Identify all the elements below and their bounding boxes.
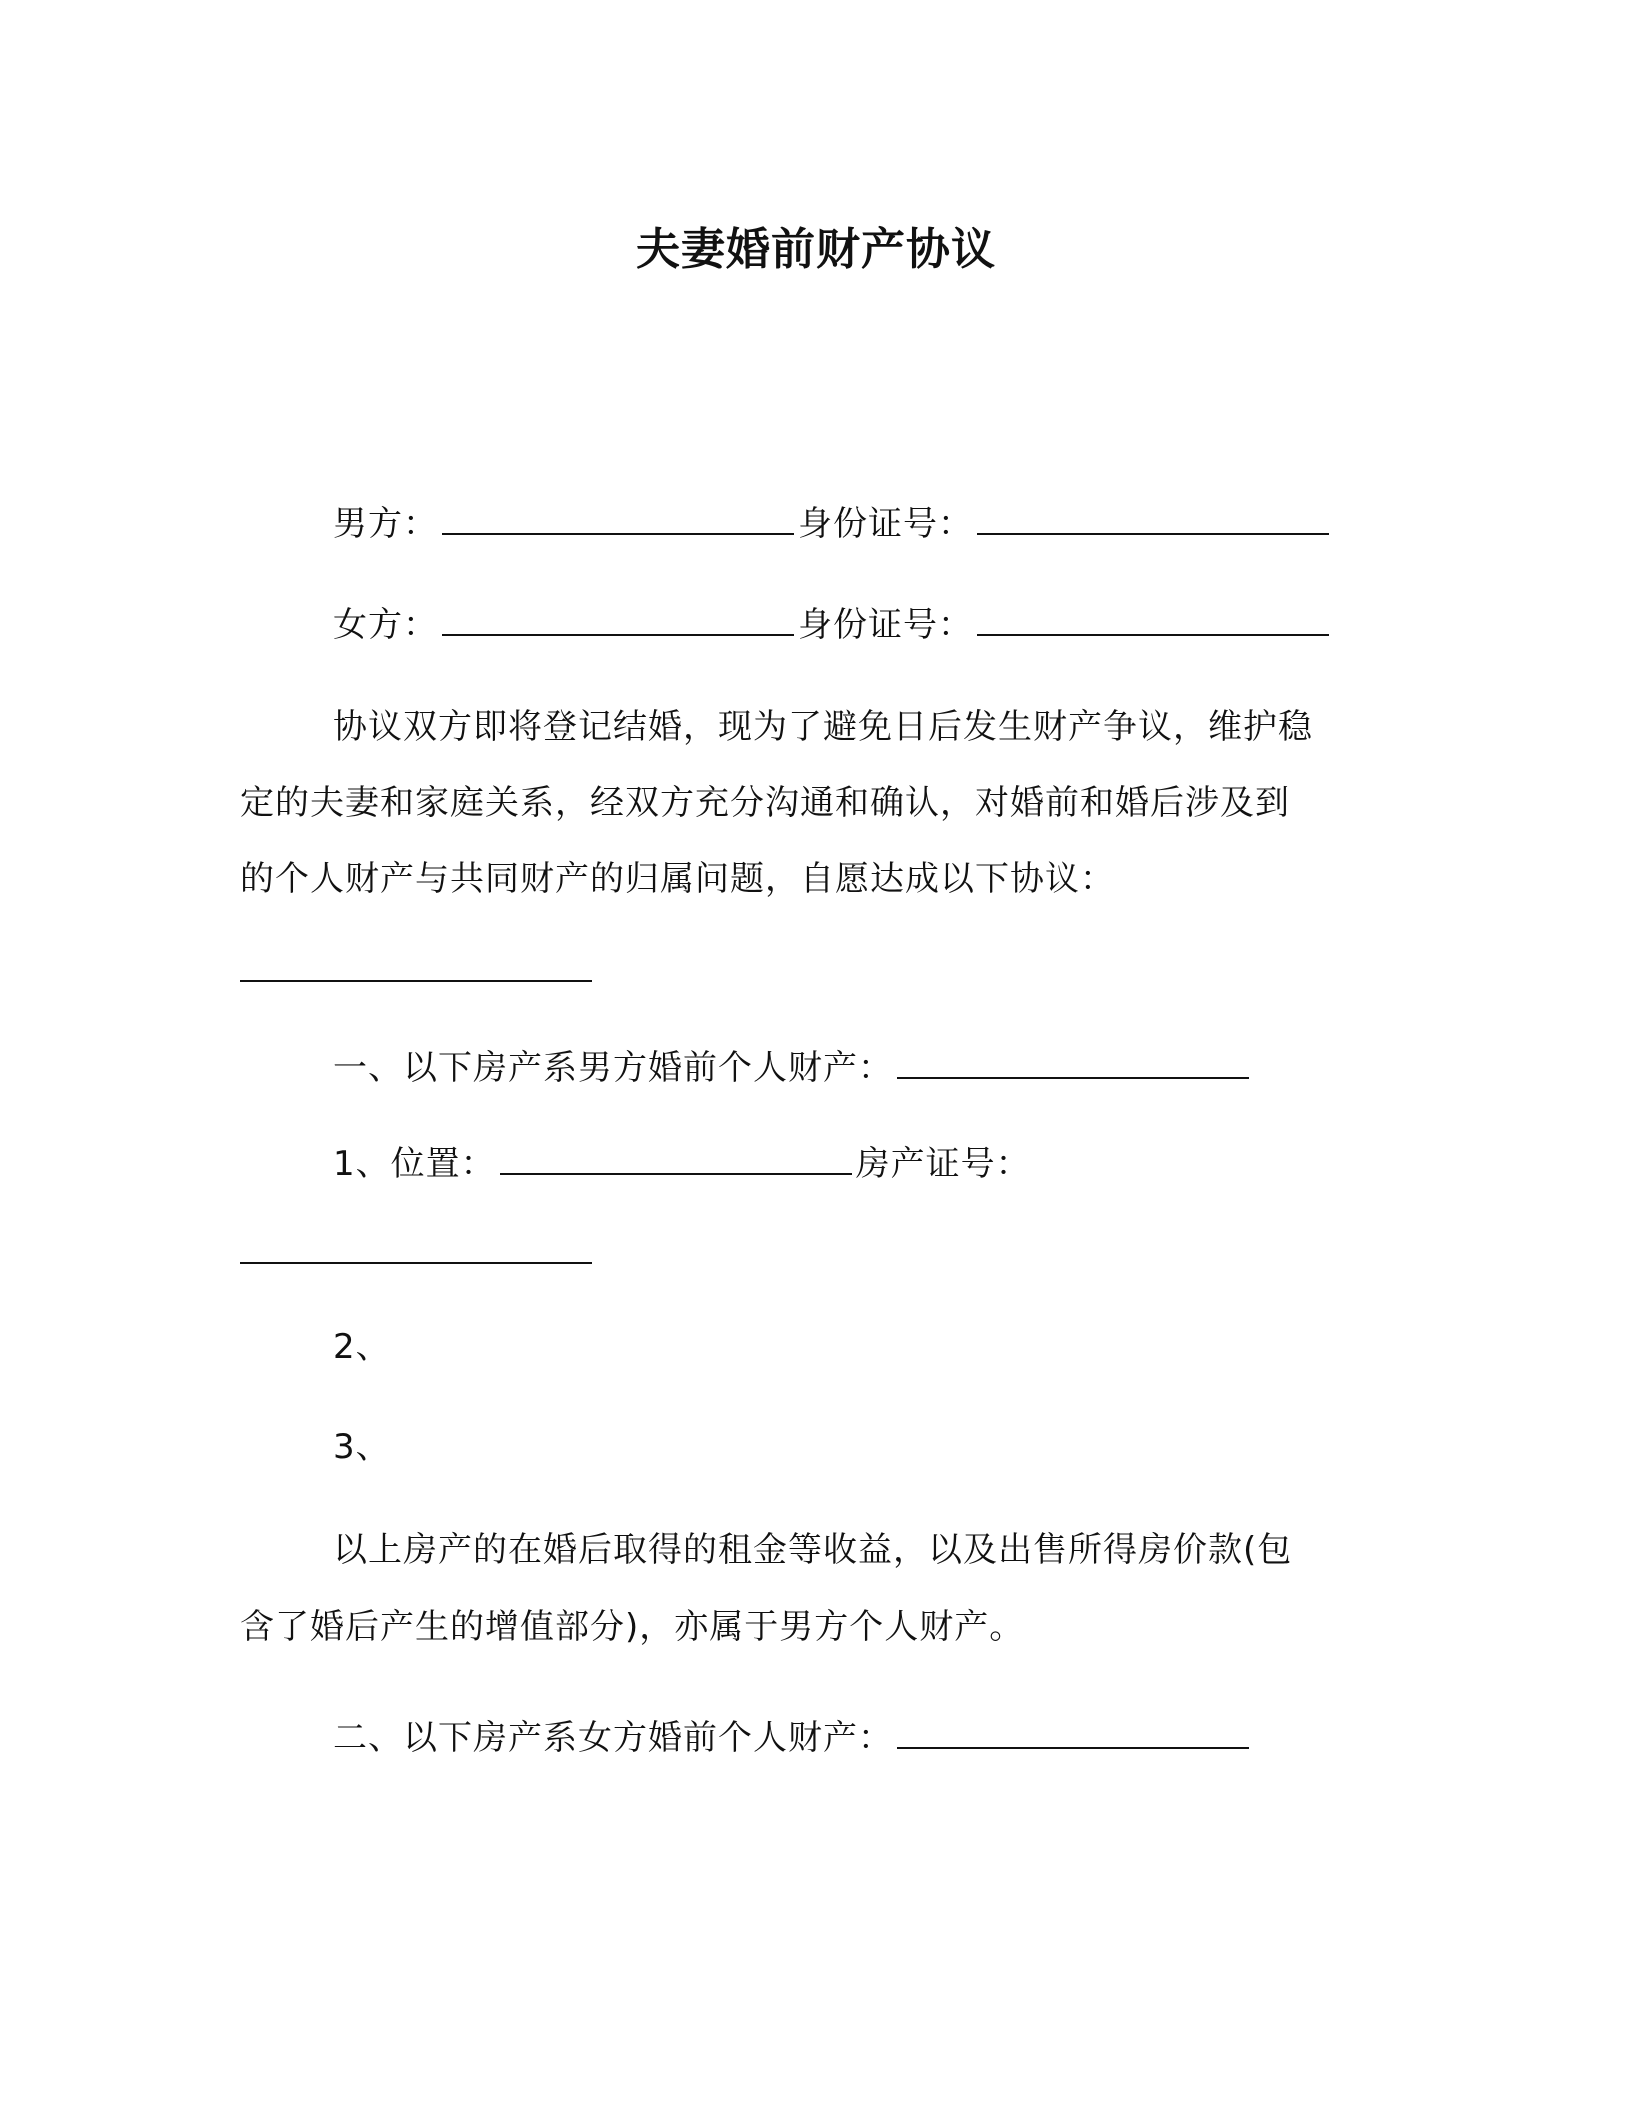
standalone-blank-1[interactable]: [240, 978, 592, 982]
female-party-line: [333, 601, 1333, 649]
male-name-blank[interactable]: [442, 503, 794, 535]
section2-heading: 二、以下房产系女方婚前个人财产：: [333, 1718, 893, 1758]
male-party-line: [333, 500, 1333, 548]
preamble-line-3: 的个人财产与共同财产的归属问题，自愿达成以下协议：: [240, 859, 1115, 899]
section1-note-line-2: 含了婚后产生的增值部分)，亦属于男方个人财产。: [240, 1607, 1025, 1647]
preamble-line-2: 定的夫妻和家庭关系，经双方充分沟通和确认，对婚前和婚后涉及到: [240, 783, 1290, 823]
section1-item1-line: [333, 1140, 1031, 1188]
section1-note-line-1: 以上房产的在婚后取得的租金等收益，以及出售所得房价款(包: [333, 1530, 1293, 1570]
male-id-blank[interactable]: [977, 503, 1329, 535]
female-name-blank[interactable]: [442, 604, 794, 636]
section1-heading-line: [333, 1044, 1253, 1092]
female-id-label: 身份证号：: [798, 605, 973, 645]
section1-property-blank[interactable]: [897, 1047, 1249, 1079]
section2-heading-line: [333, 1714, 1253, 1762]
male-id-label: 身份证号：: [798, 504, 973, 544]
male-label: 男方：: [333, 504, 438, 544]
section1-item2: 2、: [333, 1327, 391, 1367]
item1-location-label: 1、位置：: [333, 1144, 496, 1184]
section2-property-blank[interactable]: [897, 1717, 1249, 1749]
section1-item3: 3、: [333, 1427, 391, 1467]
female-label: 女方：: [333, 605, 438, 645]
document-title: 夫妻婚前财产协议: [636, 224, 996, 275]
item1-cert-blank[interactable]: [240, 1260, 592, 1264]
female-id-blank[interactable]: [977, 604, 1329, 636]
item1-cert-label: 房产证号：: [855, 1144, 1031, 1184]
item1-location-blank[interactable]: [500, 1143, 852, 1175]
section1-heading: 一、以下房产系男方婚前个人财产：: [333, 1048, 893, 1088]
preamble-line-1: 协议双方即将登记结婚，现为了避免日后发生财产争议，维护稳: [333, 707, 1313, 747]
